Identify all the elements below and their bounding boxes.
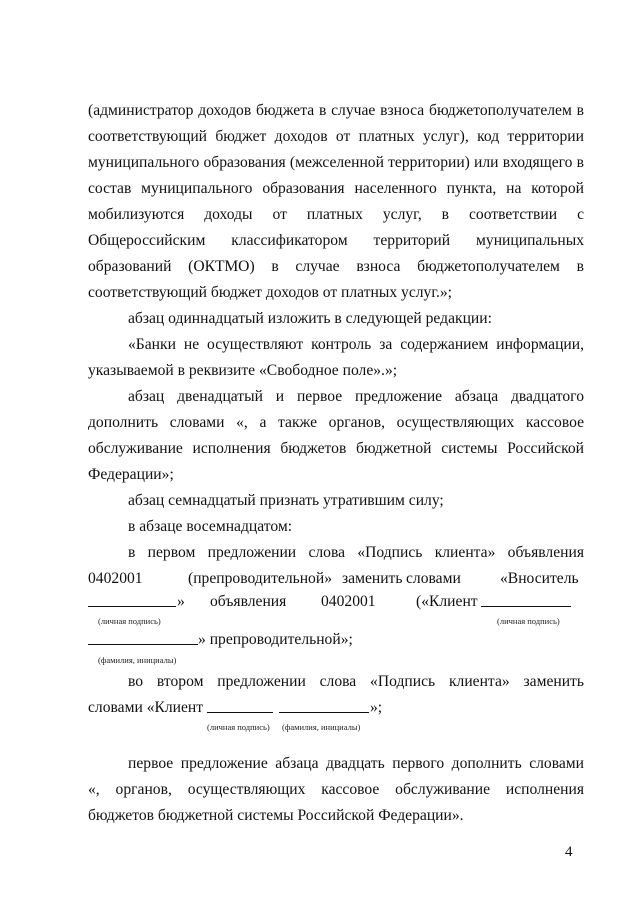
text-line: состав муниципального образования населенного пункта, на которой [88,180,584,197]
text-line: бюджетов бюджетной системы Российской Федерации». [88,807,464,824]
signature-line [207,698,273,719]
text-line: в абзаце восемнадцатом: [128,518,293,535]
text-fragment: объявления [210,593,287,610]
page-number: 4 [565,844,573,860]
text-line: абзац двенадцатый и первое предложение абзаца двадцатого [128,388,584,405]
text-fragment: словами «Клиент [88,699,204,716]
text-fragment: 0402001 [88,570,143,587]
caption-personal-signature: (личная подпись) [497,616,560,626]
text-line: мобилизуются доходы от платных услуг, в соответствии с [88,206,584,223]
signature-line [481,592,571,613]
text-line: первое предложение абзаца двадцать первого дополнить словами [128,755,584,772]
caption-full-name: (фамилия, инициалы) [98,655,177,665]
text-line: Общероссийским классификатором территорий муниципальных [88,232,584,249]
text-line: во втором предложении слова «Подпись клиента» заменить [128,673,584,690]
text-fragment: (препроводительной» [188,570,332,587]
text-fragment: «Вноситель [500,570,579,587]
text-fragment: »; [370,699,383,716]
text-line: абзац одиннадцатый изложить в следующей редакции: [128,310,492,327]
signature-line [88,592,176,613]
text-fragment: » препроводительной»; [198,631,353,648]
text-line: указываемой в реквизите «Свободное поле».»; [88,362,398,379]
text-line: Федерации»; [88,466,174,483]
text-fragment: » [177,593,185,610]
text-line: (администратор доходов бюджета в случае взноса бюджетополучателем в [88,102,584,119]
name-line [279,698,369,719]
text-line: абзац семнадцатый признать утратившим силу; [128,492,444,509]
caption-full-name: (фамилия, инициалы) [282,722,361,732]
text-line: муниципального образования (межселенной территории) или входящего в [88,154,584,171]
text-line: образований (ОКТМО) в случае взноса бюджетополучателем в [88,258,584,275]
text-fragment: словами [406,570,461,587]
text-fragment: 0402001 [321,593,376,610]
text-line: соответствующий бюджет доходов от платных услуг), код территории [88,128,584,145]
text-line: дополнить словами «, а также органов, осуществляющих кассовое [88,414,584,431]
text-fragment: («Клиент [416,593,478,610]
caption-personal-signature: (личная подпись) [207,722,270,732]
name-line [88,630,198,651]
text-line: «, органов, осуществляющих кассовое обслуживание исполнения [88,781,584,798]
text-line: в первом предложении слова «Подпись клиента» объявления [128,544,584,561]
text-line: «Банки не осуществляют контроль за содержанием информации, [128,336,584,353]
text-fragment: заменить [342,570,403,587]
text-line: обслуживание исполнения бюджетов бюджетной системы Российской [88,440,584,457]
text-line: соответствующий бюджет доходов от платных услуг.»; [88,284,452,301]
caption-personal-signature: (личная подпись) [98,616,161,626]
